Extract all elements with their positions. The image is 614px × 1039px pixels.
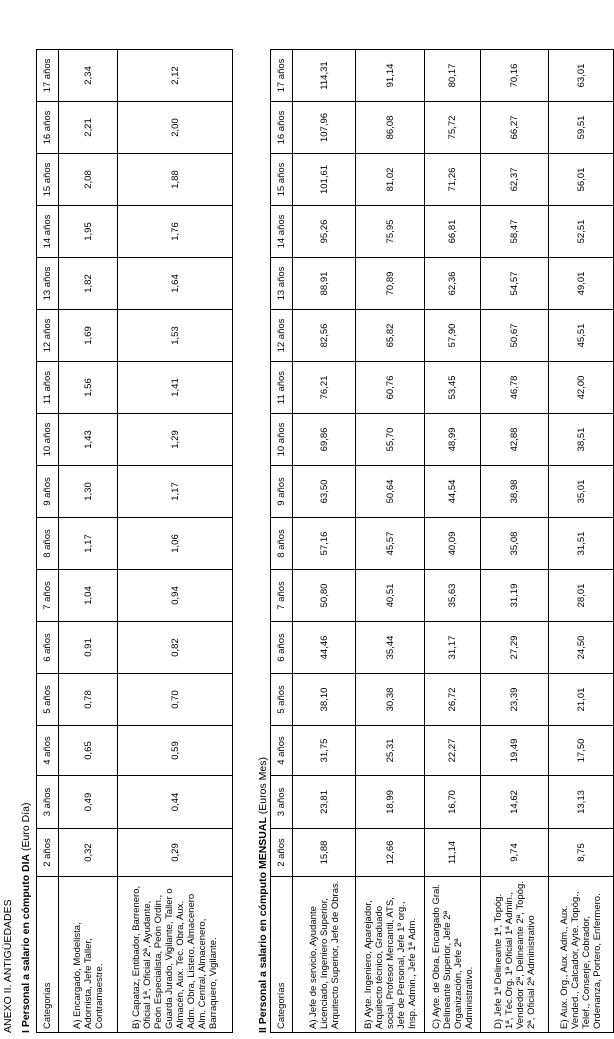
header-years: 6 años	[271, 622, 293, 674]
value-cell: 70,16	[481, 50, 549, 102]
value-cell: 1,64	[118, 258, 233, 310]
header-years: 9 años	[37, 466, 59, 518]
value-cell: 54,57	[481, 258, 549, 310]
header-years: 6 años	[37, 622, 59, 674]
value-cell: 35,63	[425, 570, 481, 622]
value-cell: 1,29	[118, 414, 233, 466]
value-cell: 2,08	[59, 154, 118, 206]
value-cell: 71,26	[425, 154, 481, 206]
value-cell: 1,30	[59, 466, 118, 518]
value-cell: 25,31	[356, 726, 425, 776]
section-1-title: I Personal a salario en cómputo DIA	[20, 853, 32, 1033]
value-cell: 45,57	[356, 518, 425, 570]
value-cell: 101,61	[293, 154, 356, 206]
value-cell: 31,75	[293, 726, 356, 776]
value-cell: 48,99	[425, 414, 481, 466]
value-cell: 42,88	[481, 414, 549, 466]
value-cell: 49,01	[549, 258, 614, 310]
value-cell: 16,70	[425, 776, 481, 829]
value-cell: 2,21	[59, 102, 118, 154]
value-cell: 53,45	[425, 362, 481, 414]
value-cell: 76,21	[293, 362, 356, 414]
value-cell: 50,80	[293, 570, 356, 622]
value-cell: 82,56	[293, 310, 356, 362]
value-cell: 1,95	[59, 206, 118, 258]
value-cell: 75,95	[356, 206, 425, 258]
value-cell: 1,04	[59, 570, 118, 622]
header-categorias: Categorías	[37, 877, 59, 1033]
value-cell: 80,17	[425, 50, 481, 102]
header-years: 10 años	[37, 414, 59, 466]
value-cell: 0,49	[59, 776, 118, 829]
table-row	[549, 50, 614, 1033]
value-cell: 95,26	[293, 206, 356, 258]
section-2-title: II Personal a salario en cómputo MENSUAL	[257, 817, 269, 1033]
category-cell: C) Ayte. de Obra, Encargado Gral. Delineante Superior, Jefe 2ª Organización, Jefe 2ª Administrativo.	[425, 877, 481, 1033]
header-years: 12 años	[37, 310, 59, 362]
value-cell: 56,01	[549, 154, 614, 206]
header-years: 7 años	[271, 570, 293, 622]
header-years: 10 años	[271, 414, 293, 466]
table-row	[481, 50, 549, 1033]
value-cell: 0,94	[118, 570, 233, 622]
value-cell: 31,17	[425, 622, 481, 674]
value-cell: 28,01	[549, 570, 614, 622]
header-years: 9 años	[271, 466, 293, 518]
value-cell: 1,69	[59, 310, 118, 362]
header-years: 7 años	[37, 570, 59, 622]
value-cell: 63,01	[549, 50, 614, 102]
section-1-unit: (Euro Día)	[20, 802, 32, 851]
header-years: 3 años	[271, 776, 293, 829]
value-cell: 45,51	[549, 310, 614, 362]
value-cell: 13,13	[549, 776, 614, 829]
value-cell: 12,66	[356, 829, 425, 877]
value-cell: 50,64	[356, 466, 425, 518]
value-cell: 23,39	[481, 674, 549, 726]
header-years: 5 años	[37, 674, 59, 726]
value-cell: 31,19	[481, 570, 549, 622]
value-cell: 46,78	[481, 362, 549, 414]
value-cell: 57,16	[293, 518, 356, 570]
value-cell: 15,88	[293, 829, 356, 877]
section-2-unit: (Euros Mes)	[257, 757, 269, 815]
value-cell: 0,82	[118, 622, 233, 674]
section-2-heading	[257, 757, 269, 1033]
value-cell: 1,41	[118, 362, 233, 414]
header-years: 14 años	[271, 206, 293, 258]
header-years: 4 años	[37, 726, 59, 776]
header-years: 13 años	[271, 258, 293, 310]
value-cell: 35,44	[356, 622, 425, 674]
header-years: 16 años	[37, 102, 59, 154]
value-cell: 91,14	[356, 50, 425, 102]
value-cell: 1,82	[59, 258, 118, 310]
value-cell: 107,96	[293, 102, 356, 154]
value-cell: 70,89	[356, 258, 425, 310]
value-cell: 69,86	[293, 414, 356, 466]
value-cell: 0,32	[59, 829, 118, 877]
value-cell: 52,51	[549, 206, 614, 258]
value-cell: 42,00	[549, 362, 614, 414]
value-cell: 2,12	[118, 50, 233, 102]
value-cell: 30,38	[356, 674, 425, 726]
value-cell: 14,62	[481, 776, 549, 829]
value-cell: 19,49	[481, 726, 549, 776]
value-cell: 40,51	[356, 570, 425, 622]
value-cell: 40,09	[425, 518, 481, 570]
value-cell: 1,43	[59, 414, 118, 466]
value-cell: 86,08	[356, 102, 425, 154]
category-cell: B) Capataz, Entibador, Barrenero, Oficial 1ª, Oficial 2ª, Ayudante, Peón Especialista, Peón Ordin., Guarda Jurado, Vigilante, Taller o Almacén, Aux. Tec. Obra, Aux. Adm. Obra, Listero, Almacenero Alm. Central, Almacenero, Barraquero, Vigilante.	[118, 877, 233, 1033]
value-cell: 55,70	[356, 414, 425, 466]
table-row	[293, 50, 356, 1033]
category-cell: A) Encargado, Modelista, Adornista, Jefe Taller, Contramaestre.	[59, 877, 118, 1033]
header-years: 17 años	[271, 50, 293, 102]
value-cell: 44,46	[293, 622, 356, 674]
header-years: 5 años	[271, 674, 293, 726]
value-cell: 9,74	[481, 829, 549, 877]
value-cell: 8,75	[549, 829, 614, 877]
header-years: 12 años	[271, 310, 293, 362]
value-cell: 58,47	[481, 206, 549, 258]
header-years: 4 años	[271, 726, 293, 776]
value-cell: 24,50	[549, 622, 614, 674]
value-cell: 23,81	[293, 776, 356, 829]
table-header-row	[271, 50, 293, 1033]
header-years: 3 años	[37, 776, 59, 829]
table-row	[118, 50, 233, 1033]
value-cell: 0,44	[118, 776, 233, 829]
category-cell: A) Jefe de servicio, Ayudante Licenciado, Ingeniero Superior, Arquitecto Superior, Jefe de Obras.	[293, 877, 356, 1033]
header-years: 15 años	[37, 154, 59, 206]
value-cell: 22,27	[425, 726, 481, 776]
value-cell: 44,54	[425, 466, 481, 518]
value-cell: 38,51	[549, 414, 614, 466]
value-cell: 2,00	[118, 102, 233, 154]
category-cell: E) Aux. Org., Aux. Adm., Aux. Vended., Calcador, Ayte. Topóg., Telef., Conserje, Cobrador, Ordenanza, Portero, Enfermero.	[549, 877, 614, 1033]
value-cell: 81,02	[356, 154, 425, 206]
header-years: 17 años	[37, 50, 59, 102]
header-years: 13 años	[37, 258, 59, 310]
table-row	[425, 50, 481, 1033]
table-row	[59, 50, 118, 1033]
value-cell: 38,98	[481, 466, 549, 518]
value-cell: 59,51	[549, 102, 614, 154]
value-cell: 1,17	[118, 466, 233, 518]
value-cell: 0,70	[118, 674, 233, 726]
value-cell: 1,06	[118, 518, 233, 570]
table-row	[356, 50, 425, 1033]
value-cell: 1,56	[59, 362, 118, 414]
header-years: 11 años	[37, 362, 59, 414]
value-cell: 35,01	[549, 466, 614, 518]
value-cell: 18,99	[356, 776, 425, 829]
category-cell: D) Jefe 1ª Delineante 1ª, Topóg. 1ª, Téc.Org. 1ª Oficial 1ª Admin., Vendedor 2ª, Delineante 2ª, Topóg. 2ª, Oficial 2ª Administrativo	[481, 877, 549, 1033]
value-cell: 21,01	[549, 674, 614, 726]
value-cell: 11,14	[425, 829, 481, 877]
value-cell: 0,91	[59, 622, 118, 674]
daily-seniority-table	[36, 49, 233, 1033]
value-cell: 62,36	[425, 258, 481, 310]
value-cell: 1,76	[118, 206, 233, 258]
value-cell: 1,17	[59, 518, 118, 570]
value-cell: 38,10	[293, 674, 356, 726]
value-cell: 2,34	[59, 50, 118, 102]
table-header-row	[37, 50, 59, 1033]
value-cell: 66,81	[425, 206, 481, 258]
monthly-seniority-table	[270, 49, 614, 1033]
value-cell: 1,53	[118, 310, 233, 362]
value-cell: 27,29	[481, 622, 549, 674]
header-years: 15 años	[271, 154, 293, 206]
header-years: 2 años	[271, 829, 293, 877]
header-categorias: Categorías	[271, 877, 293, 1033]
value-cell: 0,59	[118, 726, 233, 776]
value-cell: 66,27	[481, 102, 549, 154]
value-cell: 63,50	[293, 466, 356, 518]
value-cell: 88,91	[293, 258, 356, 310]
value-cell: 0,29	[118, 829, 233, 877]
header-years: 14 años	[37, 206, 59, 258]
header-years: 11 años	[271, 362, 293, 414]
value-cell: 75,72	[425, 102, 481, 154]
header-years: 16 años	[271, 102, 293, 154]
header-years: 2 años	[37, 829, 59, 877]
header-years: 8 años	[271, 518, 293, 570]
value-cell: 57,90	[425, 310, 481, 362]
value-cell: 26,72	[425, 674, 481, 726]
value-cell: 62,37	[481, 154, 549, 206]
header-years: 8 años	[37, 518, 59, 570]
category-cell: B) Ayte. Ingeniero, Aparejador, Arquitecto técnico, Graduado social, Profesor Mercantil, ATS, Jefe de Personal, Jefe 1º org., Insp. Admin., Jefe 1ª Adm.	[356, 877, 425, 1033]
value-cell: 65,82	[356, 310, 425, 362]
value-cell: 0,65	[59, 726, 118, 776]
section-1-heading	[20, 803, 32, 1034]
value-cell: 17,50	[549, 726, 614, 776]
annex-title: ANEXO II. ANTIGÜEDADES	[2, 899, 14, 1033]
value-cell: 0,78	[59, 674, 118, 726]
value-cell: 1,88	[118, 154, 233, 206]
value-cell: 114,31	[293, 50, 356, 102]
value-cell: 31,51	[549, 518, 614, 570]
value-cell: 35,08	[481, 518, 549, 570]
value-cell: 60,76	[356, 362, 425, 414]
value-cell: 50,67	[481, 310, 549, 362]
